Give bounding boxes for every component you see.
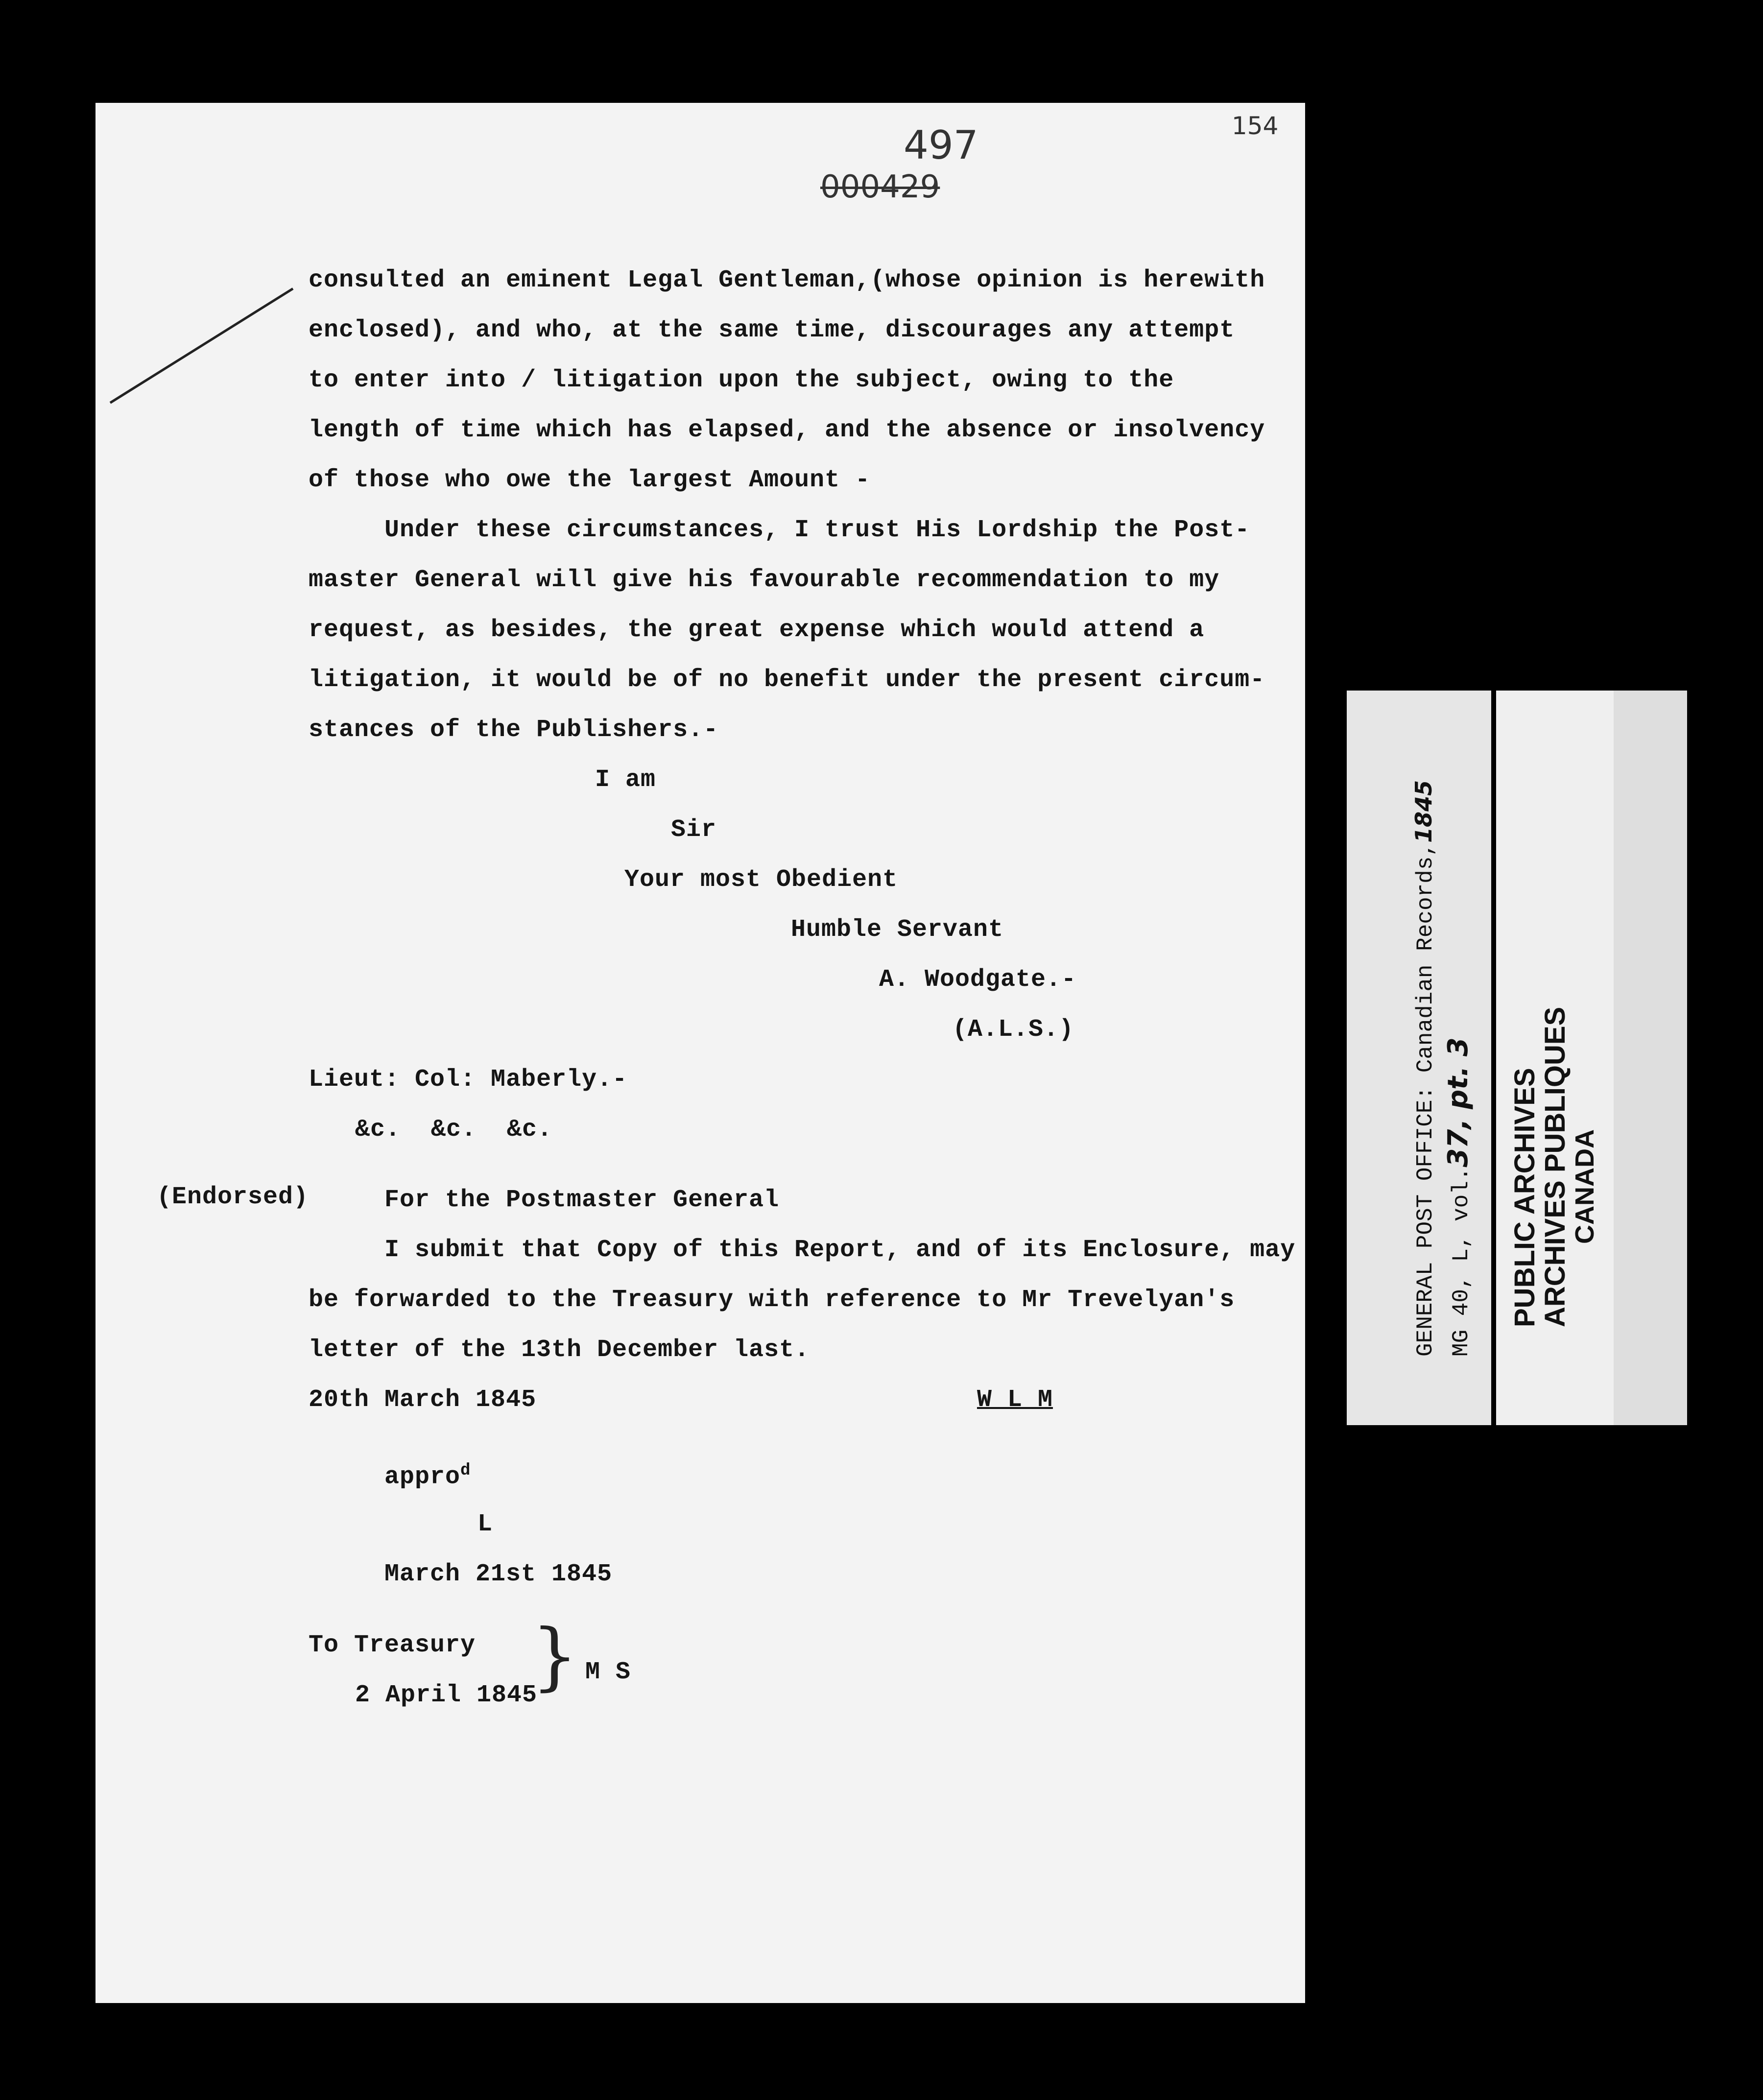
text-line: to enter into / litigation upon the subject, owing to the (309, 366, 1174, 394)
brace-icon: } (531, 1614, 578, 1699)
archive-reference-text: GENERAL POST OFFICE: Canadian Records, (1413, 843, 1438, 1357)
text-line: master General will give his favourable recommendation to my (309, 566, 1220, 594)
text-line: of those who owe the largest Amount - (309, 466, 871, 494)
archive-volume-handwritten: 37, pt. 3 (1442, 1037, 1474, 1168)
archive-year-handwritten: 1845 (1410, 780, 1437, 843)
endorsement-line: be forwarded to the Treasury with reference to Mr Trevelyan's (309, 1286, 1235, 1314)
endorsement-line: letter of the 13th December last. (309, 1336, 810, 1364)
archive-stamp-line-2: ARCHIVES PUBLIQUES (1539, 1006, 1571, 1327)
label-band-gap (1491, 691, 1496, 1425)
margin-slash-mark (110, 287, 294, 404)
folio-number-struck: 000429 (820, 169, 940, 205)
signature: A. Woodgate.- (879, 966, 1077, 994)
archive-reference-line-2 (1442, 1037, 1474, 1357)
approved-text: appro (384, 1463, 461, 1491)
closing-line: Sir (671, 816, 717, 844)
text-line: enclosed), and who, at the same time, discourages any attempt (309, 316, 1235, 344)
addressee-name: Lieut: Col: Maberly.- (309, 1066, 628, 1094)
folio-number: 497 (904, 122, 978, 168)
approved-date: March 21st 1845 (384, 1560, 613, 1588)
endorsed-label: (Endorsed) (157, 1183, 309, 1211)
endorsement-line: For the Postmaster General (384, 1186, 780, 1214)
text-line: litigation, it would be of no benefit under the present circum- (309, 666, 1265, 694)
archive-reference-line-1 (1410, 780, 1438, 1357)
endorsement-line: I submit that Copy of this Report, and of its Enclosure, may (384, 1236, 1296, 1264)
closing-line: Humble Servant (791, 916, 1004, 944)
endorsement-date: 20th March 1845 (309, 1386, 537, 1414)
treasury-date: 2 April 1845 (355, 1681, 538, 1709)
to-treasury: To Treasury (309, 1631, 476, 1659)
label-band-right (1614, 691, 1687, 1425)
approved-superscript: d (460, 1461, 471, 1480)
addressee-etc: &c. &c. &c. (355, 1116, 553, 1144)
text-line: stances of the Publishers.- (309, 716, 719, 744)
document-page (95, 103, 1305, 2003)
text-line: Under these circumstances, I trust His Lordship the Post- (384, 516, 1250, 544)
approved-by: L (477, 1510, 493, 1538)
ms-initials: M S (585, 1658, 631, 1686)
text-line: consulted an eminent Legal Gentleman,(whose opinion is herewith (309, 266, 1265, 294)
endorsement-initials: W L M (977, 1386, 1053, 1414)
closing-line: Your most Obedient (624, 866, 898, 894)
archive-stamp-line-1: PUBLIC ARCHIVES (1509, 1068, 1541, 1327)
archive-stamp-line-3: CANADA (1570, 1129, 1599, 1244)
text-line: length of time which has elapsed, and the absence or insolvency (309, 416, 1265, 444)
archive-volume-text: MG 40, L, vol. (1449, 1167, 1474, 1357)
corner-mark: 154 (1232, 112, 1279, 140)
archive-label-strip (1347, 691, 1687, 1425)
approved (384, 1462, 471, 1490)
als-note: (A.L.S.) (953, 1016, 1074, 1044)
text-line: request, as besides, the great expense which would attend a (309, 616, 1205, 644)
closing-line: I am (595, 766, 656, 794)
